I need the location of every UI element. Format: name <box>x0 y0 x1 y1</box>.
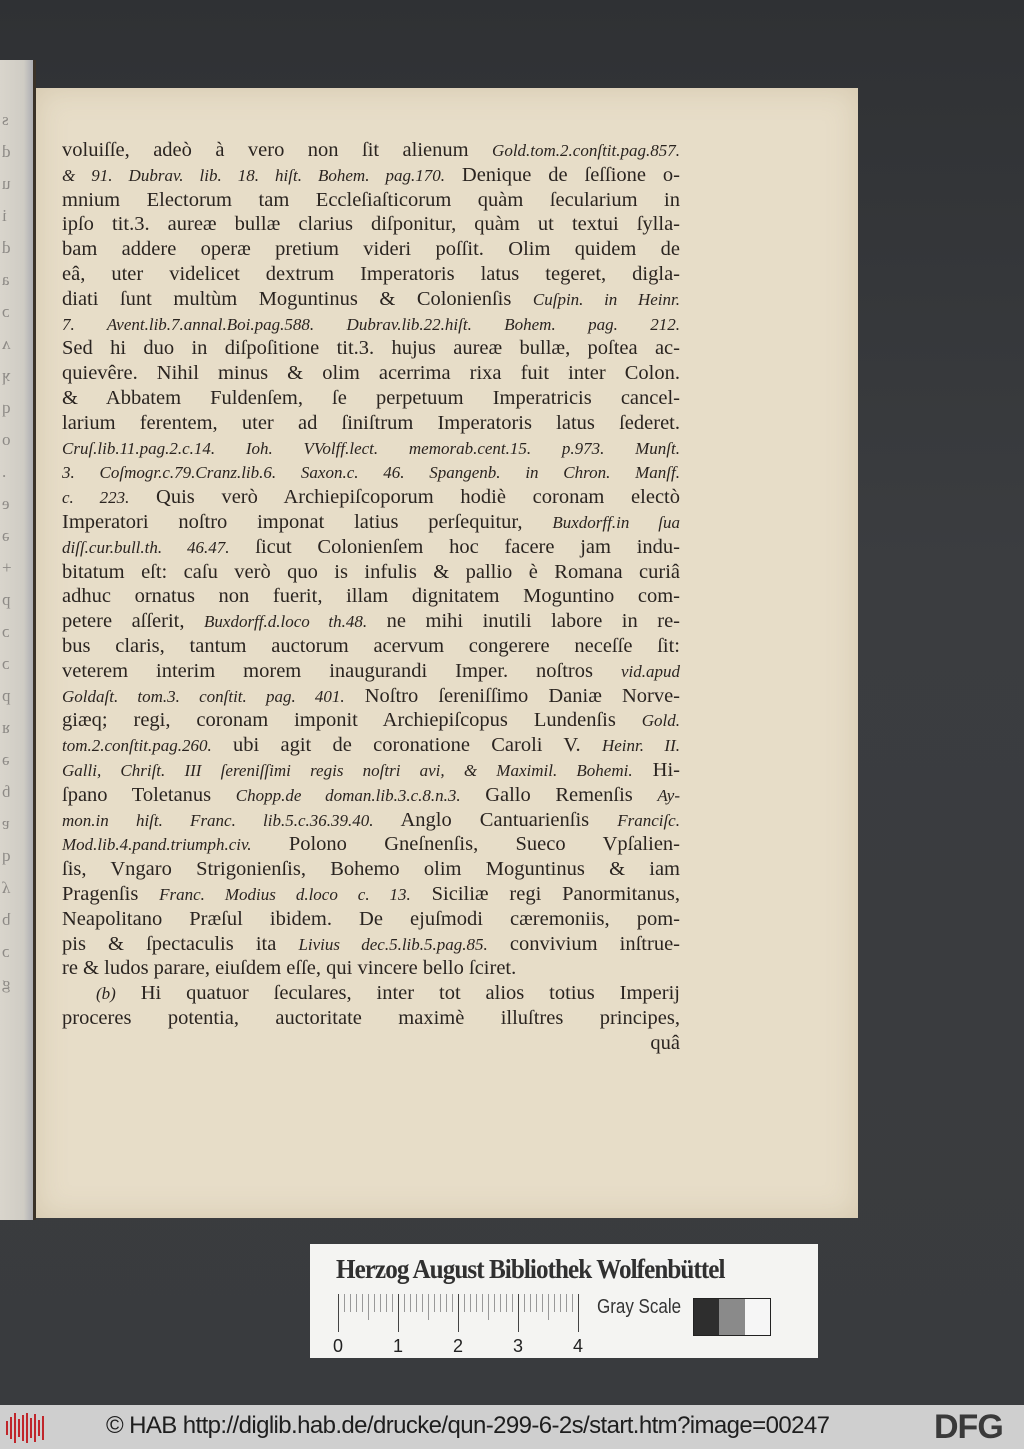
text-line <box>62 212 680 237</box>
text-line <box>62 336 680 361</box>
text-line <box>62 634 680 659</box>
text-line <box>62 138 680 163</box>
body-text: Hi quatuor ſeculares, inter tot alios totius Imperij <box>115 982 680 1005</box>
body-text: bam addere operæ pretium videri poſſit. Olim quidem de <box>62 238 680 261</box>
body-text: ubi agit de coronatione Caroli V. <box>211 734 602 757</box>
text-line <box>62 808 680 833</box>
ruler-tick <box>512 1294 513 1312</box>
body-text: Anglo Cantuarienſis <box>373 808 618 831</box>
body-text: bus claris, tantum auctorum acervum congerere neceſſe ſit: <box>62 634 680 657</box>
citation-text: Franc. Modius d.loco c. 13. <box>159 884 411 904</box>
ruler-number: 2 <box>452 1336 464 1356</box>
text-line <box>62 411 680 436</box>
show-through-glyph: ǝ <box>2 750 10 769</box>
gray-scale-label: Gray Scale <box>597 1296 682 1318</box>
citation-text: diſſ.cur.bull.th. 46.47. <box>62 537 230 557</box>
ruler-tick <box>416 1294 417 1312</box>
text-line <box>62 882 680 907</box>
citation-text: 7. Avent.lib.7.annal.Boi.pag.588. Dubrav.lib.22.hiſt. Bohem. pag. 212. <box>62 314 680 334</box>
citation-text: Cruſ.lib.11.pag.2.c.14. Ioh. VVolff.lect. memorab.cent.15. p.973. Munſt. <box>62 438 680 458</box>
show-through-glyph: e <box>2 494 10 513</box>
ruler-tick <box>404 1294 405 1312</box>
ruler-tick <box>500 1294 501 1312</box>
body-text: Sed hi duo in diſpoſitione tit.3. hujus aureæ bullæ, poſtea ac- <box>62 337 680 360</box>
text-line <box>62 758 680 783</box>
text-line <box>62 560 680 585</box>
show-through-glyph: d <box>2 238 11 257</box>
body-text: ſis, Vngaro Strigonienſis, Bohemo olim Moguntinus & iam <box>62 858 680 881</box>
ruler-tick <box>488 1294 489 1320</box>
ruler-number: 0 <box>332 1336 344 1356</box>
page-text <box>62 138 680 1055</box>
facing-page-edge <box>0 60 34 1220</box>
ruler-tick <box>410 1294 411 1312</box>
ruler-number: 4 <box>572 1336 584 1356</box>
ruler-tick <box>566 1294 567 1312</box>
text-line <box>62 535 680 560</box>
ruler-tick <box>428 1294 429 1320</box>
copyright-link[interactable]: © HAB http://diglib.hab.de/drucke/qun-299-6-2s/start.htm?image=00247 <box>106 1412 830 1439</box>
citation-text: Buxdorff.in ſua <box>552 512 680 532</box>
body-text: pis & ſpectaculis ita <box>62 932 299 955</box>
body-text: adhuc ornatus non fuerit, illam dignitatem Moguntino com- <box>62 585 680 608</box>
show-through-glyph: ʎ <box>2 878 11 897</box>
ruler-tick <box>524 1294 525 1312</box>
citation-text: Gold.tom.2.conſtit.pag.857. <box>492 141 680 160</box>
body-text: larium ferentem, uter ad ſiniſtrum Imperatoris latus ſederet. <box>62 411 680 434</box>
show-through-glyph: ə <box>2 526 10 545</box>
text-line <box>62 485 680 510</box>
body-text: re & ludos parare, eiuſdem eſſe, qui vincere bello ſciret. <box>62 957 517 980</box>
text-line <box>62 932 680 957</box>
text-line <box>62 386 680 411</box>
ruler-tick <box>392 1294 393 1312</box>
ruler-tick <box>380 1294 381 1312</box>
body-text: ſicut Colonienſem hoc facere jam indu- <box>229 535 680 558</box>
gray-swatch <box>694 1299 719 1335</box>
show-through-glyph: i <box>2 206 7 225</box>
citation-text: Heinr. II. <box>601 736 680 756</box>
ruler-tick <box>356 1294 357 1312</box>
ruler-tick <box>398 1294 399 1332</box>
show-through-glyph: + <box>2 558 12 577</box>
body-text: ſpano Toletanus <box>62 783 236 806</box>
body-text: Siciliæ regi Panormitanus, <box>410 882 680 905</box>
citation-text: tom.2.conſtit.pag.260. <box>62 736 212 756</box>
body-text: convivium inſtrue- <box>487 932 680 955</box>
body-text: petere aſſerit, <box>62 610 205 633</box>
ruler-tick <box>338 1294 339 1332</box>
show-through-glyph: q <box>2 846 11 865</box>
text-line <box>62 684 680 709</box>
show-through-glyph: p <box>2 590 11 609</box>
ruler-tick <box>572 1294 573 1312</box>
text-line <box>62 163 680 188</box>
show-through-glyph: u <box>2 174 11 193</box>
hab-logo-icon <box>6 1413 46 1443</box>
ruler-tick <box>368 1294 369 1320</box>
body-text: Hi- <box>632 758 681 781</box>
text-line <box>62 907 680 932</box>
citation-text: Buxdorff.d.loco th.48. <box>204 612 368 632</box>
show-through-glyph: g <box>2 974 11 993</box>
library-color-card <box>310 1244 818 1358</box>
text-line <box>62 460 680 485</box>
gray-swatch <box>719 1299 744 1335</box>
show-through-glyph: . <box>2 462 7 481</box>
citation-text: mon.in hiſt. Franc. lib.5.c.36.39.40. <box>62 810 374 830</box>
citation-text: (b) <box>96 984 116 1004</box>
body-text: veterem interim morem inaugurandi Imper. noſtros <box>62 659 621 682</box>
body-text: Gallo Remenſis <box>460 783 658 806</box>
citation-text: & 91. Dubrav. lib. 18. hiſt. Bohem. pag.170. <box>62 165 445 185</box>
text-line <box>62 436 680 461</box>
ruler-tick <box>386 1294 387 1312</box>
ruler-tick <box>554 1294 555 1312</box>
text-line <box>62 659 680 684</box>
show-through-glyph: q <box>2 398 11 417</box>
show-through-glyph: ɓ <box>2 782 11 801</box>
show-through-glyph: ʌ <box>2 334 11 353</box>
ruler-tick <box>530 1294 531 1312</box>
body-text: quievêre. Nihil minus & olim acerrima rixa fuit inter Colon. <box>62 362 680 385</box>
ruler-tick <box>560 1294 561 1312</box>
ruler-tick <box>536 1294 537 1312</box>
citation-text: 3. Coſmogr.c.79.Cranz.lib.6. Saxon.c. 46. Spangenb. in Chron. Manſf. <box>62 463 680 483</box>
ruler-tick <box>578 1294 579 1332</box>
text-line <box>62 733 680 758</box>
body-text: Imperatori noſtro imponat latius perſequitur, <box>62 510 553 533</box>
citation-text: Franciſc. <box>617 810 680 830</box>
body-text: Noſtro ſereniſſimo Daniæ Norve- <box>344 684 680 707</box>
citation-text: Galli, Chriſt. III ſereniſſimi regis noſtri avi, & Maximil. Bohemi. <box>62 760 633 780</box>
text-line <box>62 609 680 634</box>
citation-text: Mod.lib.4.pand.triumph.civ. <box>62 835 252 855</box>
text-line <box>62 287 680 312</box>
text-line <box>62 1031 680 1056</box>
text-line <box>62 312 680 337</box>
citation-text: c. 223. <box>62 488 130 508</box>
text-line <box>62 857 680 882</box>
gray-scale-swatches <box>693 1298 771 1336</box>
body-text: voluiſſe, adeò à vero non ſit alienum <box>62 139 493 161</box>
body-text: ne mihi inutili labore in re- <box>367 610 680 633</box>
body-text: diati ſunt multùm Moguntinus & Colonienſis <box>62 287 533 310</box>
body-text: & Abbatem Fuldenſem, ſe perpetuum Imperatricis cancel- <box>62 386 680 409</box>
scale-ruler <box>332 1294 588 1356</box>
ruler-tick <box>476 1294 477 1312</box>
show-through-glyph: ɐ <box>2 814 10 833</box>
citation-text: Ay- <box>657 785 680 805</box>
text-line <box>62 832 680 857</box>
show-through-glyph: a <box>2 270 10 289</box>
body-text: eâ, uter videlicet dextrum Imperatoris latus tegeret, digla- <box>62 262 680 285</box>
footer-bar <box>0 1405 1024 1449</box>
text-line <box>62 584 680 609</box>
body-text: ipſo tit.3. aureæ bullæ clarius diſponitur, quàm ut textui ſylla- <box>62 213 680 236</box>
show-through-glyph: s <box>2 110 9 129</box>
ruler-tick <box>464 1294 465 1312</box>
ruler-tick <box>362 1294 363 1312</box>
body-text: mnium Electorum tam Eccleſiaſticorum quàm ſecularium in <box>62 188 680 211</box>
ruler-tick <box>506 1294 507 1312</box>
ruler-number: 3 <box>512 1336 524 1356</box>
text-line <box>62 981 680 1006</box>
ruler-tick <box>344 1294 345 1312</box>
library-name: Herzog August Bibliothek Wolfenbüttel <box>336 1254 725 1284</box>
ruler-number: 1 <box>392 1336 404 1356</box>
ruler-tick <box>470 1294 471 1312</box>
citation-text: Chopp.de doman.lib.3.c.8.n.3. <box>235 785 461 805</box>
body-text: Polono Gneſnenſis, Sueco Vpſalien- <box>251 833 680 856</box>
text-line <box>62 262 680 287</box>
ruler-tick <box>494 1294 495 1312</box>
show-through-glyph: b <box>2 910 11 929</box>
text-line <box>62 1006 680 1031</box>
ruler-tick <box>452 1294 453 1312</box>
body-text: proceres potentia, auctoritate maximè illuſtres principes, <box>62 1006 680 1029</box>
body-text: quâ <box>650 1031 680 1054</box>
body-text: Pragenſis <box>62 882 160 905</box>
citation-text: vid.apud <box>620 661 680 681</box>
text-line <box>62 237 680 262</box>
body-text: Quis verò Archiepiſcoporum hodiè coronam electò <box>129 486 680 509</box>
citation-text: Goldaſt. tom.3. conſtit. pag. 401. <box>62 686 345 706</box>
ruler-tick <box>350 1294 351 1312</box>
ruler-tick <box>440 1294 441 1312</box>
text-line <box>62 956 680 981</box>
show-through-glyph: d <box>2 142 11 161</box>
text-line <box>62 188 680 213</box>
show-through-glyph: ᴚ <box>2 718 10 737</box>
show-through-glyph: p <box>2 686 11 705</box>
citation-text: Gold. <box>641 711 680 731</box>
show-through-glyph: o <box>2 430 11 449</box>
show-through-glyph: ɔ <box>2 622 10 641</box>
show-through-glyph: ɔ <box>2 302 10 321</box>
dfg-logo: DFG <box>934 1408 1003 1446</box>
citation-text: Cuſpin. in Heinr. <box>532 289 680 309</box>
body-text: Denique de ſeſſione o- <box>444 163 680 186</box>
ruler-tick <box>548 1294 549 1320</box>
text-line <box>62 361 680 386</box>
text-line <box>62 708 680 733</box>
ruler-tick <box>542 1294 543 1312</box>
show-through-glyph: ʞ <box>2 366 11 385</box>
ruler-tick <box>482 1294 483 1312</box>
show-through-glyph: ɔ <box>2 654 10 673</box>
body-text: bitatum eſt: caſu verò quo is infulis & pallio è Romana curiâ <box>62 560 680 583</box>
citation-text: Livius dec.5.lib.5.pag.85. <box>298 934 488 954</box>
ruler-tick <box>458 1294 459 1332</box>
ruler-tick <box>446 1294 447 1312</box>
ruler-tick <box>518 1294 519 1332</box>
body-text: Neapolitano Præſul ibidem. De ejuſmodi cæremoniis, pom- <box>62 907 680 930</box>
ruler-tick <box>422 1294 423 1312</box>
text-line <box>62 783 680 808</box>
text-line <box>62 510 680 535</box>
show-through-glyph: ɔ <box>2 942 10 961</box>
ruler-tick <box>374 1294 375 1312</box>
ruler-tick <box>434 1294 435 1312</box>
body-text: giæq; regi, coronam imponit Archiepiſcopus Lundenſis <box>62 709 642 732</box>
gray-swatch <box>745 1299 770 1335</box>
